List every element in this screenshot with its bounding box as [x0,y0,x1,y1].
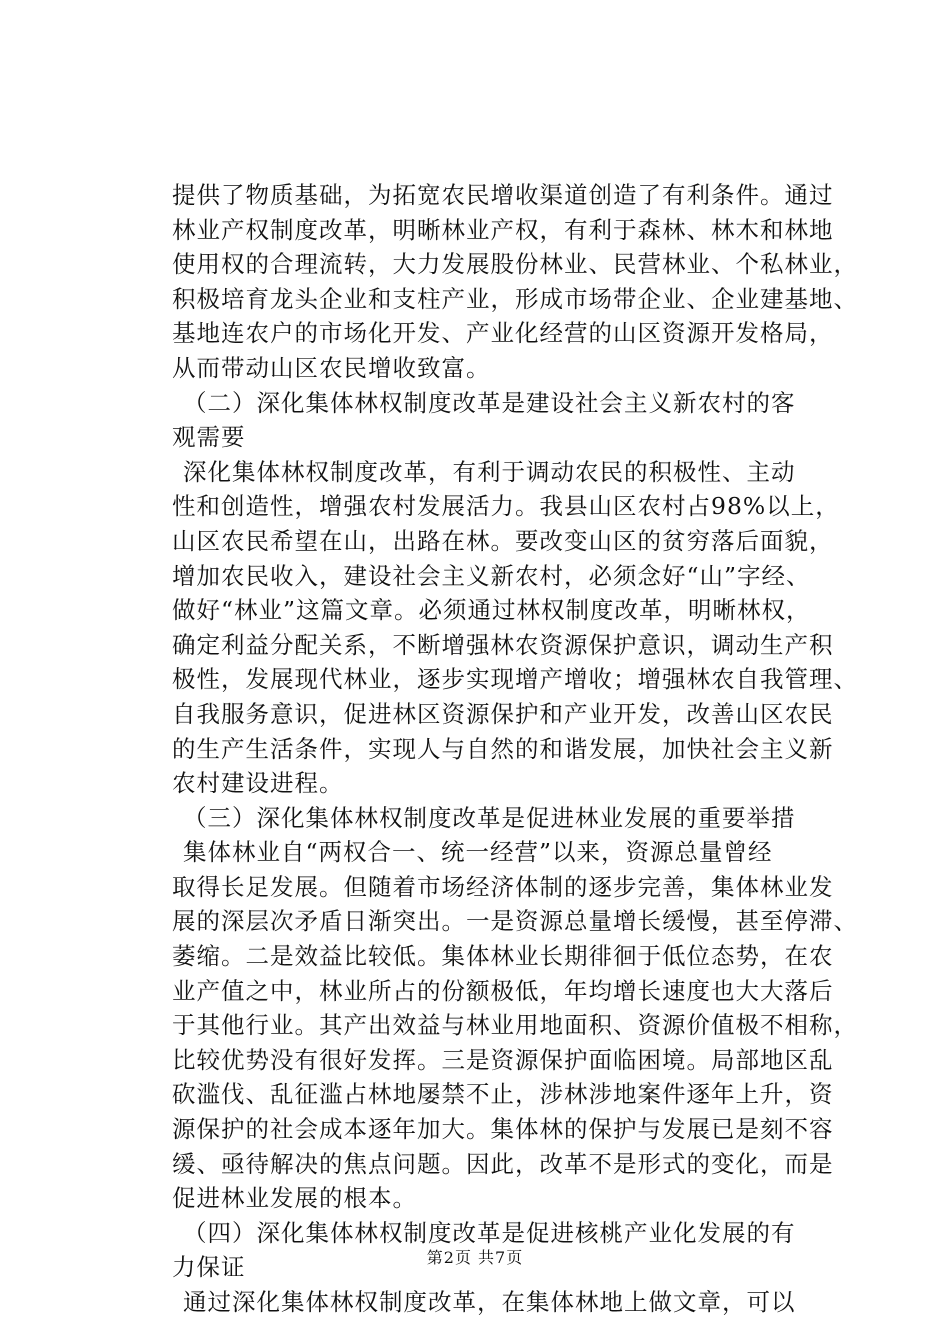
body-line: 深化集体林权制度改革，有利于调动农民的积极性、主动 [183,457,796,486]
body-line: （三）深化集体林权制度改革是促进林业发展的重要举措 [183,803,796,832]
body-line: 增加农民收入，建设社会主义新农村，必须念好“山”字经、 [172,561,811,590]
page-footer [0,1245,950,1268]
body-line: （二）深化集体林权制度改革是建设社会主义新农村的客 [183,388,796,417]
body-line: 做好“林业”这篇文章。必须通过林权制度改革，明晰林权， [172,596,811,625]
body-line: 确定利益分配关系，不断增强林农资源保护意识，调动生产积 [172,630,834,659]
body-line: 通过深化集体林权制度改革，在集体林地上做文章，可以 [183,1288,796,1316]
body-line: 比较优势没有很好发挥。三是资源保护面临困境。局部地区乱 [172,1045,834,1074]
body-line: 山区农民希望在山，出路在林。要改变山区的贫穷落后面貌， [172,526,834,555]
document-body [172,178,858,1320]
body-line: 缓、亟待解决的焦点问题。因此，改革不是形式的变化，而是 [172,1149,834,1178]
body-line: 基地连农户的市场化开发、产业化经营的山区资源开发格局， [172,319,834,348]
body-line: 提供了物质基础，为拓宽农民增收渠道创造了有利条件。通过 [172,181,834,209]
body-line: 农村建设进程。 [172,769,344,798]
body-line: 使用权的合理流转，大力发展股份林业、民营林业、个私林业， [172,250,858,279]
body-line: 极性，发展现代林业，逐步实现增产增收；增强林农自我管理、 [172,665,858,694]
body-line: 砍滥伐、乱征滥占林地屡禁不止，涉林涉地案件逐年上升，资 [172,1080,834,1109]
body-line: 积极培育龙头企业和支柱产业，形成市场带企业、企业建基地、 [172,284,858,313]
body-line: 林业产权制度改革，明晰林业产权，有利于森林、林木和林地 [172,215,834,244]
body-line: 的生产生活条件，实现人与自然的和谐发展，加快社会主义新 [172,734,834,763]
body-line: 取得长足发展。但随着市场经济体制的逐步完善，集体林业发 [172,872,834,901]
body-line: 萎缩。二是效益比较低。集体林业长期徘徊于低位态势，在农 [172,942,834,971]
body-line: 促进林业发展的根本。 [172,1184,417,1213]
body-line: （四）深化集体林权制度改革是促进核桃产业化发展的有 [183,1218,796,1247]
body-line: 力保证 [172,1253,246,1282]
body-line: 自我服务意识，促进林区资源保护和产业开发，改善山区农民 [172,699,834,728]
body-line: 性和创造性，增强农村发展活力。我县山区农村占98%以上， [172,492,840,521]
body-line: 业产值之中，林业所占的份额极低，年均增长速度也大大落后 [172,976,834,1005]
body-line: 观需要 [172,423,246,452]
body-line: 从而带动山区农民增收致富。 [172,353,491,382]
body-line: 源保护的社会成本逐年加大。集体林的保护与发展已是刻不容 [172,1115,834,1144]
body-line: 集体林业自“两权合一、统一经营”以来，资源总量曾经 [183,838,773,867]
body-line: 展的深层次矛盾日渐突出。一是资源总量增长缓慢，甚至停滞、 [172,907,858,936]
page-number-label: 第2页 共7页 [426,1248,524,1267]
body-line: 于其他行业。其产出效益与林业用地面积、资源价值极不相称， [172,1011,858,1040]
